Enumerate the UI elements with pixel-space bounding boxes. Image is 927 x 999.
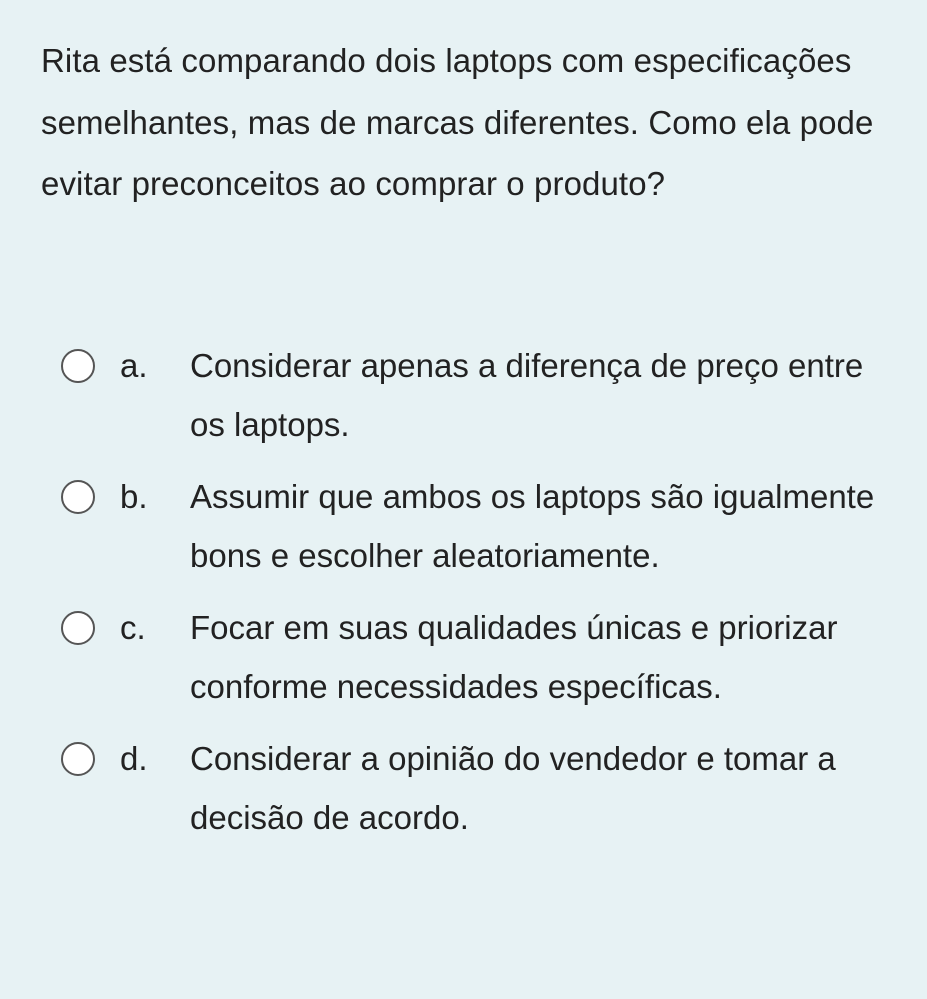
option-text-a: Considerar apenas a diferença de preço entre os laptops.: [190, 347, 864, 443]
radio-button-c[interactable]: [61, 611, 95, 645]
answer-options: [0, 336, 927, 847]
option-b[interactable]: [0, 467, 927, 585]
option-text-c: Focar em suas qualidades únicas e priorizar conforme necessidades específicas.: [190, 609, 838, 705]
option-text-d: Considerar a opinião do vendedor e tomar a decisão de acordo.: [190, 740, 836, 836]
radio-button-a[interactable]: [61, 349, 95, 383]
option-letter-c: c.: [120, 609, 146, 646]
option-text-b: Assumir que ambos os laptops são igualmente bons e escolher aleatoriamente.: [190, 478, 875, 574]
option-letter-a: a.: [120, 347, 148, 384]
radio-button-b[interactable]: [61, 480, 95, 514]
option-letter-b: b.: [120, 478, 148, 515]
option-d[interactable]: [0, 729, 927, 847]
option-a[interactable]: [0, 336, 927, 454]
radio-button-d[interactable]: [61, 742, 95, 776]
option-letter-d: d.: [120, 740, 148, 777]
question-text: Rita está comparando dois laptops com especificações semelhantes, mas de marcas diferentes. Como ela pode evitar preconceitos ao comprar o produto?: [41, 42, 874, 202]
option-c[interactable]: [0, 598, 927, 716]
